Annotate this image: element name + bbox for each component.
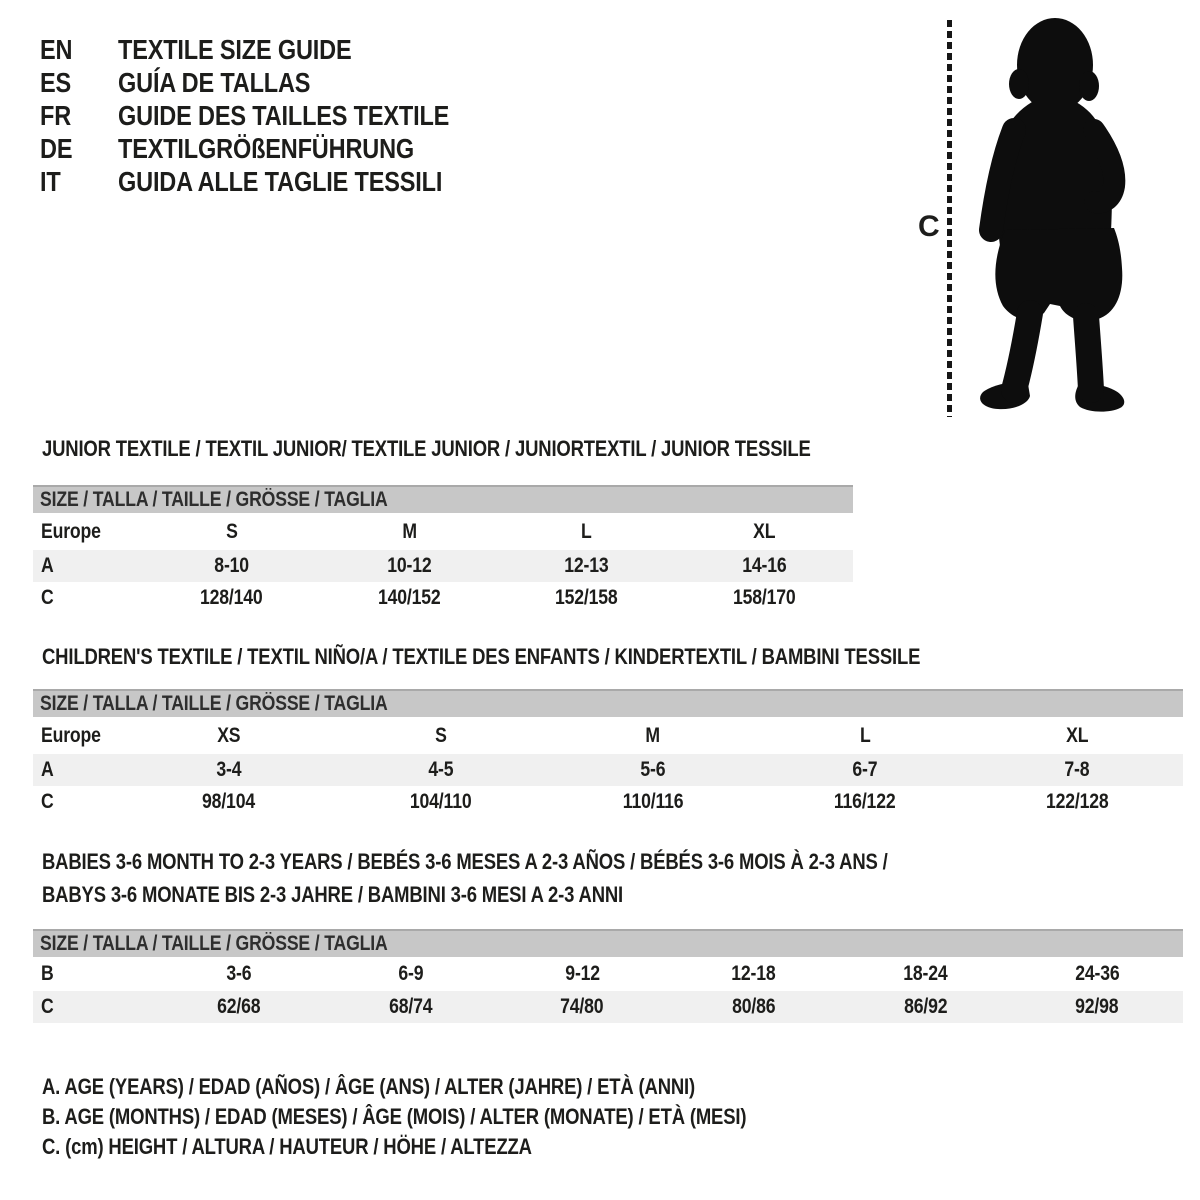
children-age-row-label: A [41, 758, 54, 781]
children-height-row [33, 786, 1183, 818]
babies-height-3: 74/80 [560, 995, 604, 1018]
junior-size-table [33, 485, 853, 614]
toddler-silhouette-image [970, 18, 1140, 418]
children-region-text: Europe [41, 723, 101, 747]
junior-size-l: L [581, 519, 593, 543]
lang-row-it [40, 165, 512, 198]
junior-size-header-text: SIZE / TALLA / TAILLE / GRÖSSE / TAGLIA [40, 488, 388, 511]
lang-code-en-text: EN [40, 34, 73, 65]
babies-months-1: 3-6 [226, 962, 252, 985]
lang-code-fr [40, 99, 118, 132]
junior-section-title-text: JUNIOR TEXTILE / TEXTIL JUNIOR/ TEXTILE JUNIOR / JUNIORTEXTIL / JUNIOR TESSILE [42, 436, 811, 461]
junior-age-row-label: A [41, 554, 54, 577]
children-section-title [42, 640, 1088, 673]
lang-code-es-text: ES [40, 67, 72, 98]
junior-columns-row [33, 513, 853, 550]
junior-age-s: 8-10 [214, 554, 250, 577]
children-size-table [33, 689, 1183, 818]
babies-months-4: 12-18 [731, 962, 776, 985]
children-size-xl: XL [1065, 723, 1089, 747]
children-size-header-bar [33, 689, 1183, 717]
children-age-xs: 3-4 [216, 758, 242, 781]
lang-label-es: GUÍA DE TALLAS [118, 67, 311, 98]
lang-label-fr: GUIDE DES TAILLES TEXTILE [118, 100, 450, 131]
lang-code-es [40, 66, 118, 99]
junior-height-s: 128/140 [200, 586, 264, 609]
babies-months-row-label: B [41, 962, 54, 985]
children-region-cell [33, 717, 123, 754]
children-height-xl: 122/128 [1045, 790, 1109, 813]
children-age-s: 4-5 [428, 758, 454, 781]
babies-months-2: 6-9 [397, 962, 423, 985]
junior-age-m: 10-12 [387, 554, 432, 577]
children-age-xl: 7-8 [1064, 758, 1090, 781]
junior-region-cell [33, 513, 143, 550]
lang-code-de [40, 132, 118, 165]
lang-code-fr-text: FR [40, 100, 72, 131]
children-columns-row [33, 717, 1183, 754]
lang-label-it: GUIDA ALLE TAGLIE TESSILI [118, 166, 443, 197]
babies-height-4: 80/86 [732, 995, 776, 1018]
junior-size-header-bar [33, 485, 853, 513]
lang-code-it [40, 165, 118, 198]
junior-section-title [42, 432, 957, 465]
children-size-m: M [645, 723, 661, 747]
junior-region-text: Europe [41, 519, 101, 543]
children-size-s: S [435, 723, 447, 747]
babies-height-row [33, 991, 1183, 1023]
language-header [40, 33, 512, 198]
junior-table-grid [33, 513, 853, 614]
children-size-header-text: SIZE / TALLA / TAILLE / GRÖSSE / TAGLIA [40, 692, 388, 715]
babies-size-header-text: SIZE / TALLA / TAILLE / GRÖSSE / TAGLIA [40, 932, 388, 955]
babies-height-5: 86/92 [903, 995, 948, 1018]
babies-title-line2: BABYS 3-6 MONATE BIS 2-3 JAHRE / BAMBINI 3-6 MESI A 2-3 ANNI [42, 882, 624, 907]
children-height-row-label: C [41, 790, 54, 813]
babies-months-5: 18-24 [903, 962, 948, 985]
children-age-l: 6-7 [852, 758, 878, 781]
height-measure-dashed-line [947, 20, 952, 417]
children-age-row [33, 754, 1183, 786]
legend-line-b: B. AGE (MONTHS) / EDAD (MESES) / ÂGE (MOIS) / ALTER (MONATE) / ETÀ (MESI) [42, 1104, 747, 1129]
lang-code-de-text: DE [40, 133, 73, 164]
babies-height-row-label: C [41, 995, 54, 1018]
babies-size-table [33, 929, 1183, 1023]
junior-height-l: 152/158 [555, 586, 619, 609]
lang-row-de [40, 132, 512, 165]
babies-months-6: 24-36 [1074, 962, 1120, 985]
lang-code-it-text: IT [40, 166, 61, 197]
lang-row-es [40, 66, 512, 99]
children-size-xs: XS [217, 723, 241, 747]
children-age-m: 5-6 [640, 758, 666, 781]
junior-height-xl: 158/170 [732, 586, 796, 609]
lang-label-de: TEXTILGRÖßENFÜHRUNG [118, 133, 415, 164]
junior-height-m: 140/152 [377, 586, 441, 609]
children-size-l: L [859, 723, 871, 747]
lang-code-en [40, 33, 118, 66]
legend-line-c: C. (cm) HEIGHT / ALTURA / HAUTEUR / HÖHE / ALTEZZA [42, 1134, 532, 1159]
junior-height-row [33, 582, 853, 614]
junior-size-xl: XL [753, 519, 776, 543]
lang-row-en [40, 33, 512, 66]
junior-size-m: M [401, 519, 417, 543]
children-section-title-text: CHILDREN'S TEXTILE / TEXTIL NIÑO/A / TEXTILE DES ENFANTS / KINDERTEXTIL / BAMBINI TESSILE [42, 644, 921, 669]
babies-height-2: 68/74 [388, 995, 433, 1018]
lang-row-fr [40, 99, 512, 132]
babies-months-row [33, 957, 1183, 991]
babies-table-grid [33, 957, 1183, 1023]
children-height-l: 116/122 [834, 790, 896, 813]
junior-age-row [33, 550, 853, 582]
legend-line-a-wrap [42, 1072, 880, 1102]
legend-line-b-wrap [42, 1102, 880, 1132]
babies-section-title [42, 845, 1049, 911]
children-height-s: 104/110 [410, 790, 472, 813]
junior-age-l: 12-13 [564, 554, 609, 577]
legend [42, 1072, 880, 1162]
children-height-m: 110/116 [622, 790, 684, 813]
legend-line-c-wrap [42, 1132, 880, 1162]
babies-months-3: 9-12 [564, 962, 600, 985]
junior-height-row-label: C [41, 586, 54, 609]
lang-label-en: TEXTILE SIZE GUIDE [118, 34, 352, 65]
junior-age-xl: 14-16 [742, 554, 787, 577]
babies-size-header-bar [33, 929, 1183, 957]
figure-measure-label: C [918, 210, 940, 243]
junior-size-s: S [225, 519, 238, 543]
legend-line-a: A. AGE (YEARS) / EDAD (AÑOS) / ÂGE (ANS) / ALTER (JAHRE) / ETÀ (ANNI) [42, 1074, 696, 1099]
babies-height-6: 92/98 [1075, 995, 1119, 1018]
babies-height-1: 62/68 [217, 995, 261, 1018]
children-height-xs: 98/104 [202, 790, 256, 813]
children-table-grid [33, 717, 1183, 818]
babies-title-line1: BABIES 3-6 MONTH TO 2-3 YEARS / BEBÉS 3-6 MESES A 2-3 AÑOS / BÉBÉS 3-6 MOIS À 2-3 ANS / [42, 849, 888, 874]
